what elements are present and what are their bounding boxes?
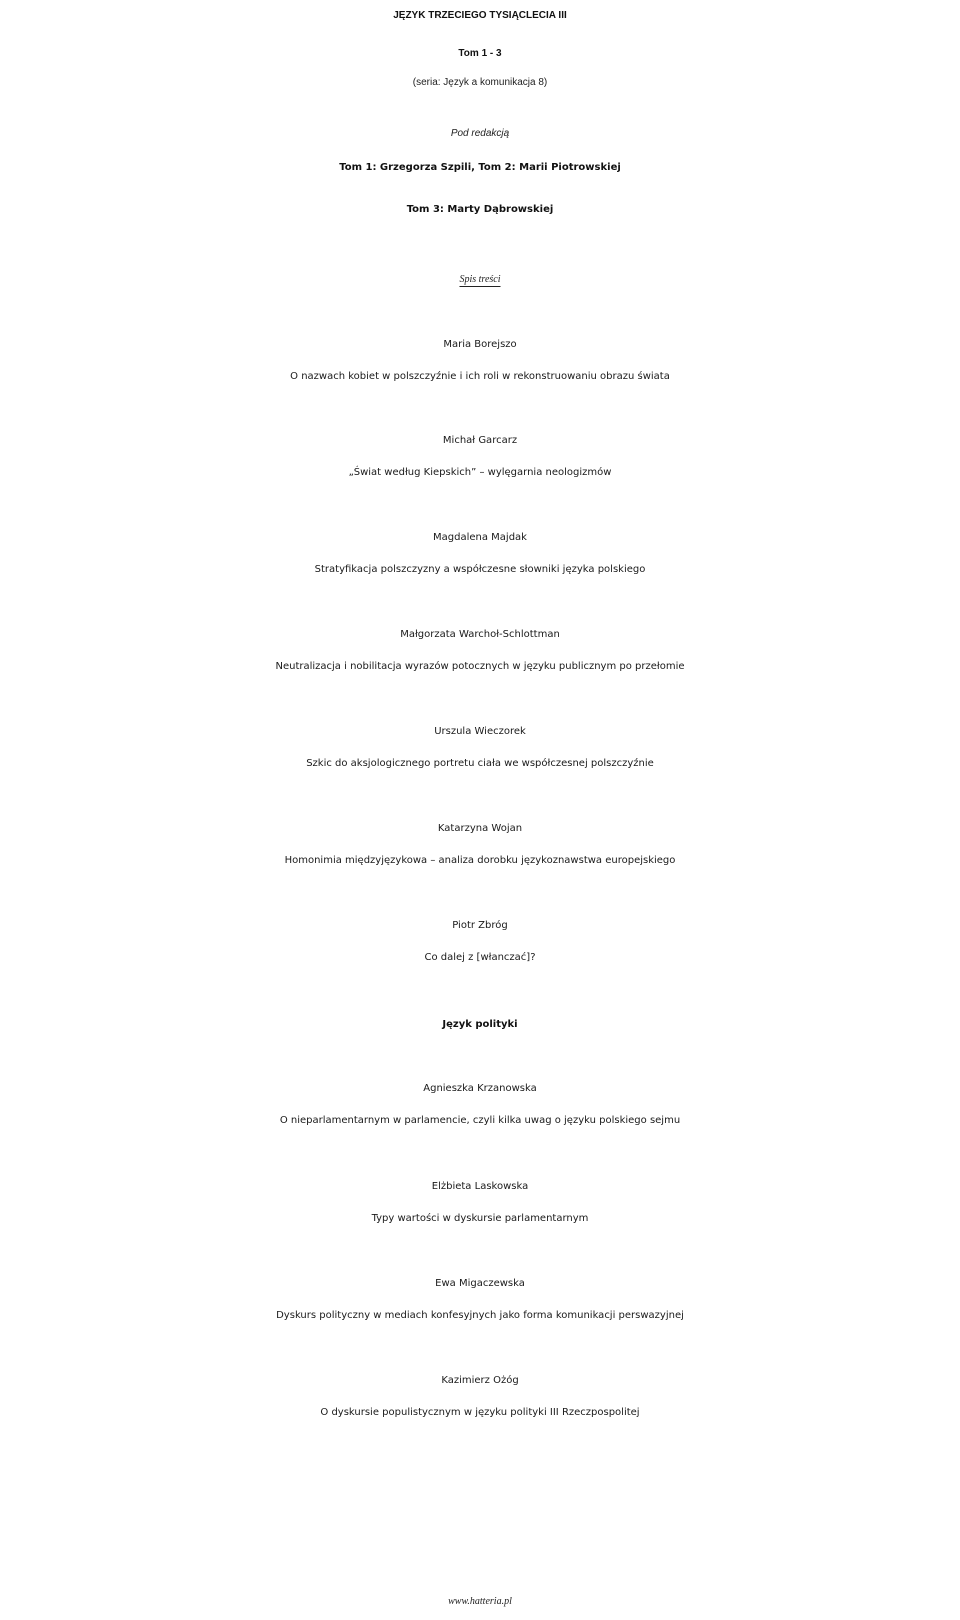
entry-title: O nazwach kobiet w polszczyźnie i ich roli w rekonstruowaniu obrazu świata (290, 371, 670, 382)
volumes-label: Tom 1 - 3 (458, 48, 502, 59)
section-heading: Język polityki (442, 1019, 518, 1030)
book-title: JĘZYK TRZECIEGO TYSIĄCLECIA III (393, 10, 567, 21)
entry-title: Co dalej z [włanczać]? (424, 952, 536, 963)
entry-author: Ewa Migaczewska (435, 1278, 525, 1289)
entry-author: Michał Garcarz (442, 435, 518, 446)
entry-author: Kazimierz Ożóg (441, 1375, 519, 1386)
entry-author: Piotr Zbróg (452, 920, 508, 931)
entry-author: Urszula Wieczorek (434, 726, 526, 737)
entry-title: Stratyfikacja polszczyzny a współczesne słowniki języka polskiego (314, 564, 646, 575)
entry-title: „Świat według Kiepskich” – wylęgarnia neologizmów (348, 467, 612, 478)
entry-author: Elżbieta Laskowska (431, 1181, 529, 1192)
entry-title: O nieparlamentarnym w parlamencie, czyli kilka uwag o języku polskiego sejmu (279, 1115, 681, 1126)
entry-title: O dyskursie populistycznym w języku polityki III Rzeczpospolitej (320, 1407, 640, 1418)
editorship-intro: Pod redakcją (450, 128, 510, 139)
entry-title: Szkic do aksjologicznego portretu ciała we współczesnej polszczyźnie (306, 758, 654, 769)
toc-heading: Spis treści (459, 274, 501, 285)
entry-title: Dyskurs polityczny w mediach konfesyjnych jako forma komunikacji perswazyjnej (276, 1310, 684, 1321)
entry-author: Agnieszka Krzanowska (423, 1083, 537, 1094)
editors-line-1: Tom 1: Grzegorza Szpili, Tom 2: Marii Piotrowskiej (339, 162, 621, 173)
entry-author: Magdalena Majdak (433, 532, 527, 543)
entry-author: Małgorzata Warchoł-Schlottman (400, 629, 560, 640)
editors-line-2: Tom 3: Marty Dąbrowskiej (406, 204, 554, 215)
entry-title: Neutralizacja i nobilitacja wyrazów potocznych w języku publicznym po przełomie (275, 661, 685, 672)
entry-author: Maria Borejszo (443, 339, 517, 350)
entry-title: Typy wartości w dyskursie parlamentarnym (371, 1213, 589, 1224)
series-label: (seria: Język a komunikacja 8) (412, 77, 548, 88)
footer-website-link[interactable]: www.hatteria.pl (448, 1596, 512, 1607)
entry-title: Homonimia międzyjęzykowa – analiza dorobku językoznawstwa europejskiego (284, 855, 676, 866)
entry-author: Katarzyna Wojan (437, 823, 523, 834)
